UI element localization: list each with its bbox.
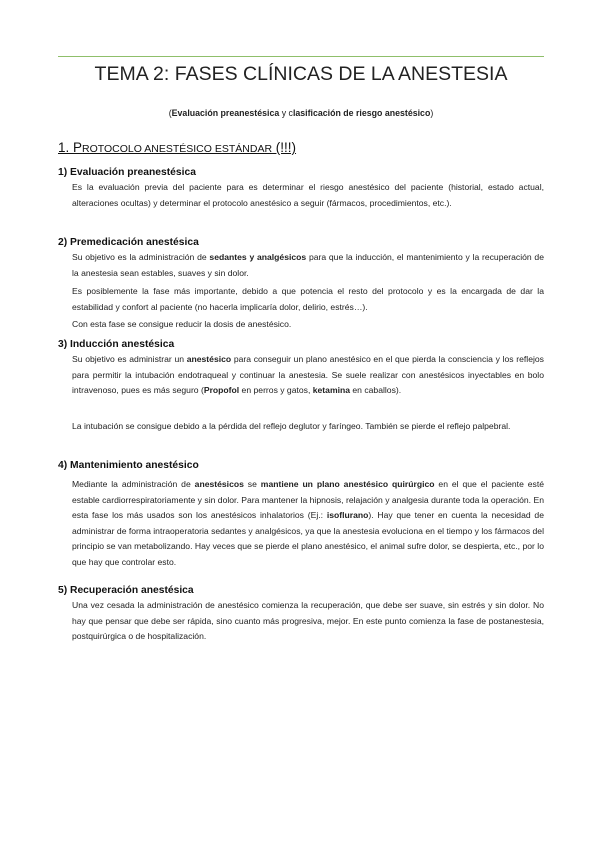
paragraph-mantenimiento xyxy=(72,477,544,570)
page-subtitle xyxy=(58,108,544,118)
section-suffix: (!!!) xyxy=(272,140,297,155)
p3a-text-4: en caballos). xyxy=(350,385,402,395)
subtitle-close: ) xyxy=(430,108,434,118)
subtitle-open: ( xyxy=(168,108,172,118)
paragraph-induccion-2 xyxy=(72,419,544,435)
p2a-text-1: Su objetivo es la administración de xyxy=(72,252,210,262)
p4-text-4: ). Hay que tener en cuenta la necesidad de administrar de forma intraoperatoria sedantes y analgésicos, ya que la anestesia evoluciona en el tiempo y los fármacos del principio se van metabolizando. Hay veces que se pierde el plano anestésico, el animal sufre dolor, se despierta, etc., por lo que hay que controlar esto. xyxy=(72,510,544,567)
p4-text-2: se xyxy=(243,479,261,489)
p5-text: Una vez cesada la administración de anestésico comienza la recuperación, que debe ser suave, sin estrés y sin dolor. No hay que pensar que debe ser rápida, sino cuanto más progresiva, mejor. En este punto comienza la fase de postanestesia, postquirúrgica o de hospitalización. xyxy=(72,600,544,641)
p1-text: Es la evaluación previa del paciente para es determinar el riesgo anestésico del paciente (historial, estado actual, alteraciones ocultas) y determinar el protocolo anestésico a seguir (fármacos, procedimientos, etc.). xyxy=(72,182,544,208)
p3a-text-2: para conseguir un plano anestésico en el que pierda la consciencia y los reflejos para permitir la intubación endotraqueal y continuar la anestesia. Se suele realizar con anestésicos inyectables en bolo intravenoso, pues es más seguro ( xyxy=(72,354,544,395)
header-rule xyxy=(58,56,544,57)
p3b-text: La intubación se consigue debido a la pérdida del reflejo deglutor y faríngeo. También se pierde el reflejo palpebral. xyxy=(72,421,511,431)
p4-bold-3: isoflurano xyxy=(326,510,369,520)
p3a-bold-1: anestésico xyxy=(186,354,232,364)
subtitle-part1: Evaluación preanestésica xyxy=(171,108,280,118)
paragraph-evaluacion xyxy=(72,180,544,211)
p4-text-3: en el que el paciente esté estable cardiorrespiratoriamente y sin dolor. Para mantener la hipnosis, relajación y analgesia durante toda la operación. En esta fase los más usados son los anestésicos inhalatorios (Ej.: xyxy=(72,479,545,520)
paragraph-premedicacion-3 xyxy=(72,317,544,333)
subheading-evaluacion: 1) Evaluación preanestésica xyxy=(58,167,196,178)
p3a-text-3: en perros y gatos, xyxy=(239,385,313,395)
p3a-bold-2: Propofol xyxy=(203,385,240,395)
subheading-mantenimiento: 4) Mantenimiento anestésico xyxy=(58,460,199,471)
section-title-text: ROTOCOLO ANESTÉSICO ESTÁNDAR xyxy=(82,143,273,155)
paragraph-recuperacion xyxy=(72,598,544,645)
subheading-recuperacion: 5) Recuperación anestésica xyxy=(58,585,194,596)
p2c-text: Con esta fase se consigue reducir la dosis de anestésico. xyxy=(72,319,292,329)
paragraph-induccion-1 xyxy=(72,352,544,399)
subheading-premedicacion: 2) Premedicación anestésica xyxy=(58,237,199,248)
section-heading xyxy=(58,140,296,155)
paragraph-premedicacion-2 xyxy=(72,284,544,315)
p2a-text-2: para que la inducción, el mantenimiento y la recuperación de la anestesia sean estables, suaves y sin dolor. xyxy=(72,252,544,278)
p4-bold-1: anestésicos xyxy=(194,479,244,489)
p2b-text: Es posiblemente la fase más importante, debido a que potencia el resto del protocolo y es la encargada de dar la estabilidad y confort al paciente (no hacerla implicaría dolor, delirio, estrés…). xyxy=(72,286,544,312)
p3a-text-1: Su objetivo es administrar un xyxy=(72,354,187,364)
p4-bold-2: mantiene un plano anestésico quirúrgico xyxy=(260,479,435,489)
subtitle-part2: lasificación de riesgo anestésico xyxy=(292,108,431,118)
p4-text-1: Mediante la administración de xyxy=(72,479,195,489)
page-title: TEMA 2: FASES CLÍNICAS DE LA ANESTESIA xyxy=(94,63,508,85)
section-number: 1. P xyxy=(58,140,83,155)
p3a-bold-3: ketamina xyxy=(312,385,351,395)
p2a-bold-1: sedantes y analgésicos xyxy=(209,252,307,262)
subheading-induccion: 3) Inducción anestésica xyxy=(58,339,175,350)
paragraph-premedicacion-1 xyxy=(72,250,544,281)
subtitle-mid: y c xyxy=(279,108,293,118)
